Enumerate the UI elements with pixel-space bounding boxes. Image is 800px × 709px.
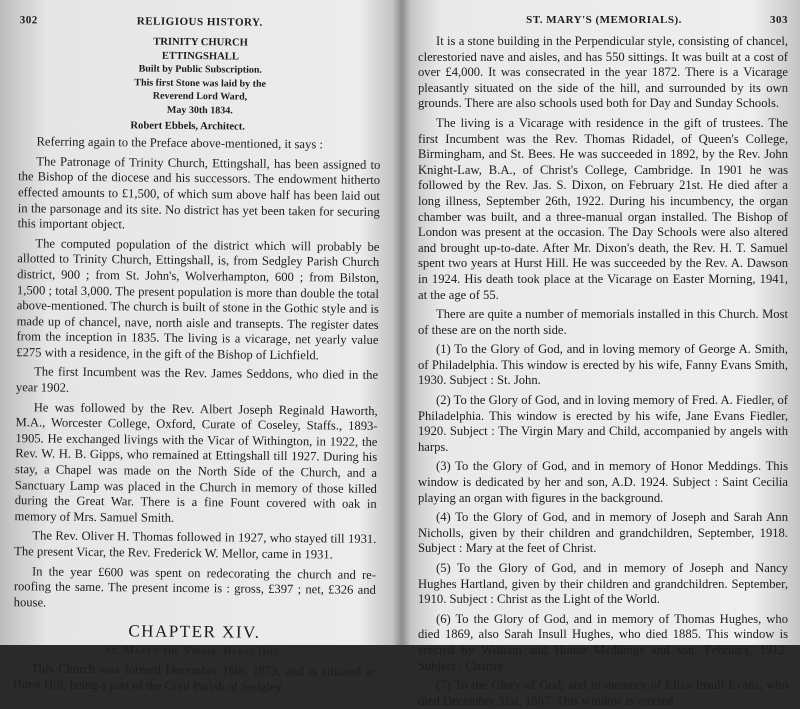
chapter-title: CHAPTER XIV. xyxy=(128,621,261,643)
paragraph: Referring again to the Preface above-mentioned, it says : xyxy=(36,134,323,152)
right-page-number: 303 xyxy=(770,14,788,26)
left-page xyxy=(0,0,400,694)
paragraph: It is a stone building in the Perpendicular style, consisting of chancel, clerestoried nave and aisles, and has 550 sittings. It was built at a cost of over £4,000. It was consecrated in the year 1872. There is a Vicarage pleasantly situated on the side of the hill, and surrounded by its own grounds. There are also schools used both for Day and Sunday Schools. xyxy=(418,34,788,111)
memorial-entry: (3) To the Glory of God, and in memory of Honor Meddings. This window is dedicated by her and son, A.D. 1924. Subject : Saint Cecilia playing an organ with figures in the background. xyxy=(418,459,788,505)
memorial-entry: (1) To the Glory of God, and in loving memory of George A. Smith, of Philadelphia. This window is erected by his wife, Fanny Evans Smith, 1930. Subject : St. John. xyxy=(418,342,788,388)
inscription-line: This first Stone was laid by the xyxy=(134,77,267,90)
memorial-entry: (6) To the Glory of God, and in memory of Thomas Hughes, who died 1869, also Sarah Insull Hughes, who died 1885. This window is erected by William and Honor Meddings and son. February, 1912. Subject : Charity. xyxy=(418,611,788,673)
paragraph: The computed population of the district which will probably be allotted to Trinity Church, Ettingshall, is, from Sedgley Parish Church district, 900 ; from St. John's, Wolverhampton, 600 ; from Bilston, 1,500 ; total 3,000. The present population is more than double the total above-mentioned. The church is built of stone in the Gothic style and is made up of chancel, nave, north aisle and transepts. The register dates from the inception in 1835. The living is a vicarage, net yearly value £275 with a residence, in the gift of the Bishop of Lichfield. xyxy=(16,236,380,363)
right-running-head: ST. MARY'S (MEMORIALS). xyxy=(526,14,682,26)
memorial-entry: (2) To the Glory of God, and in loving memory of Fred. A. Fiedler, of Philadelphia. This window is erected by his wife, Jane Evans Fiedler, 1920. Subject : The Virgin Mary and Child, accompanied by angels with harps. xyxy=(418,393,788,454)
inscription-line: TRINITY CHURCH xyxy=(153,36,248,49)
left-running-head: RELIGIOUS HISTORY. xyxy=(136,15,263,29)
left-page-number: 302 xyxy=(19,14,38,27)
right-page xyxy=(404,0,800,708)
paragraph: He was followed by the Rev. Albert Joseph Reginald Haworth, M.A., Worcester College, Oxford, Curate of Coseley, Staffs., 1893-1905. He exchanged livings with the Vicar of Withington, in 1922, the Rev. W. H. B. Gipps, who remained at Ettingshall till 1927. During his stay, a Chapel was made on the North Side of the Church, and a Sanctuary Lamp was placed in the Church in memory of those killed during the Great War. There is a fine Fount covered with oak in memory of Mrs. Samuel Smith. xyxy=(14,400,378,525)
inscription-line: Built by Public Subscription. xyxy=(138,63,263,76)
paragraph: The Patronage of Trinity Church, Ettingshall, has been assigned to the Bishop of the diocese and his successors. The endowment hitherto effected amounts to £1,500, of which sum above half has been laid out in the parsonage and its site. No district has yet been taken for securing this important object. xyxy=(17,154,381,232)
right-running-header xyxy=(418,14,788,26)
left-running-header xyxy=(20,14,382,30)
paragraph: In the year £600 was spent on redecorating the church and re-roofing the same. The present income is : gross, £397 ; net, £326 and house. xyxy=(13,563,377,610)
paragraph: The first Incumbent was the Rev. James Seddons, who died in the year 1902. xyxy=(15,364,379,395)
memorial-entry: (7) To the Glory of God, and in memory of Eliza Insull Evans, who died December 31st, 1867. This window is erected xyxy=(418,678,788,708)
left-page-content xyxy=(13,14,382,696)
paragraph: There are quite a number of memorials installed in this Church. Most of these are on the north side. xyxy=(418,307,788,337)
chapter-subtitle: St. Mary's the Virgin, Hurst Hill. xyxy=(104,644,284,659)
architect-credit: Robert Ebbels, Architect. xyxy=(130,119,246,133)
paragraph: The Rev. Oliver H. Thomas followed in 1927, who stayed till 1931. The present Vicar, the Rev. Frederick W. Mellor, came in 1931. xyxy=(14,528,377,562)
inscription-line: ETTINGSHALL xyxy=(161,50,240,63)
memorial-entry: (4) To the Glory of God, and in memory of Joseph and Sarah Ann Nicholls, given by their children and grandchildren, September, 1918. Subject : Mary at the feet of Christ. xyxy=(418,510,788,556)
church-inscription xyxy=(19,34,382,135)
paragraph: This Church was formed December 16th, 1873, and is situated at Hurst Hill, being a part of the Civil Parish of Sedgley. xyxy=(12,661,376,694)
inscription-line: May 30th 1834. xyxy=(166,104,233,117)
paragraph: The living is a Vicarage with residence in the gift of trustees. The first Incumbent was the Rev. Thomas Ridadel, of Queen's College, Birmingham, and St. Bees. He was succeeded in 1892, by the Rev. John Knight-Law, B.A., of Christ's College, Cambridge. In 1901 he was followed by the Rev. Jas. S. Dixon, on February 21st. He died after a long illness, September 26th, 1922. During his incumbency, the organ chamber was built, and a three-manual organ installed. The Bishop of London was present at the occasion. The Day Schools were also altered and brought up-to-date. After Mr. Dixon's death, the Rev. H. T. Samuel spent two years at Hurst Hill. He was succeeded by the Rev. A. Dawson in 1924. His death took place at the Vicarage on Easter Morning, 1941, at the age of 55. xyxy=(418,115,788,302)
memorial-entry: (5) To the Glory of God, and in memory of Joseph and Nancy Hughes Hartland, given by their children and grandchildren. September, 1910. Subject : Christ as the Light of the World. xyxy=(418,561,788,607)
right-page-content xyxy=(418,14,788,709)
inscription-line: Reverend Lord Ward, xyxy=(152,90,248,103)
